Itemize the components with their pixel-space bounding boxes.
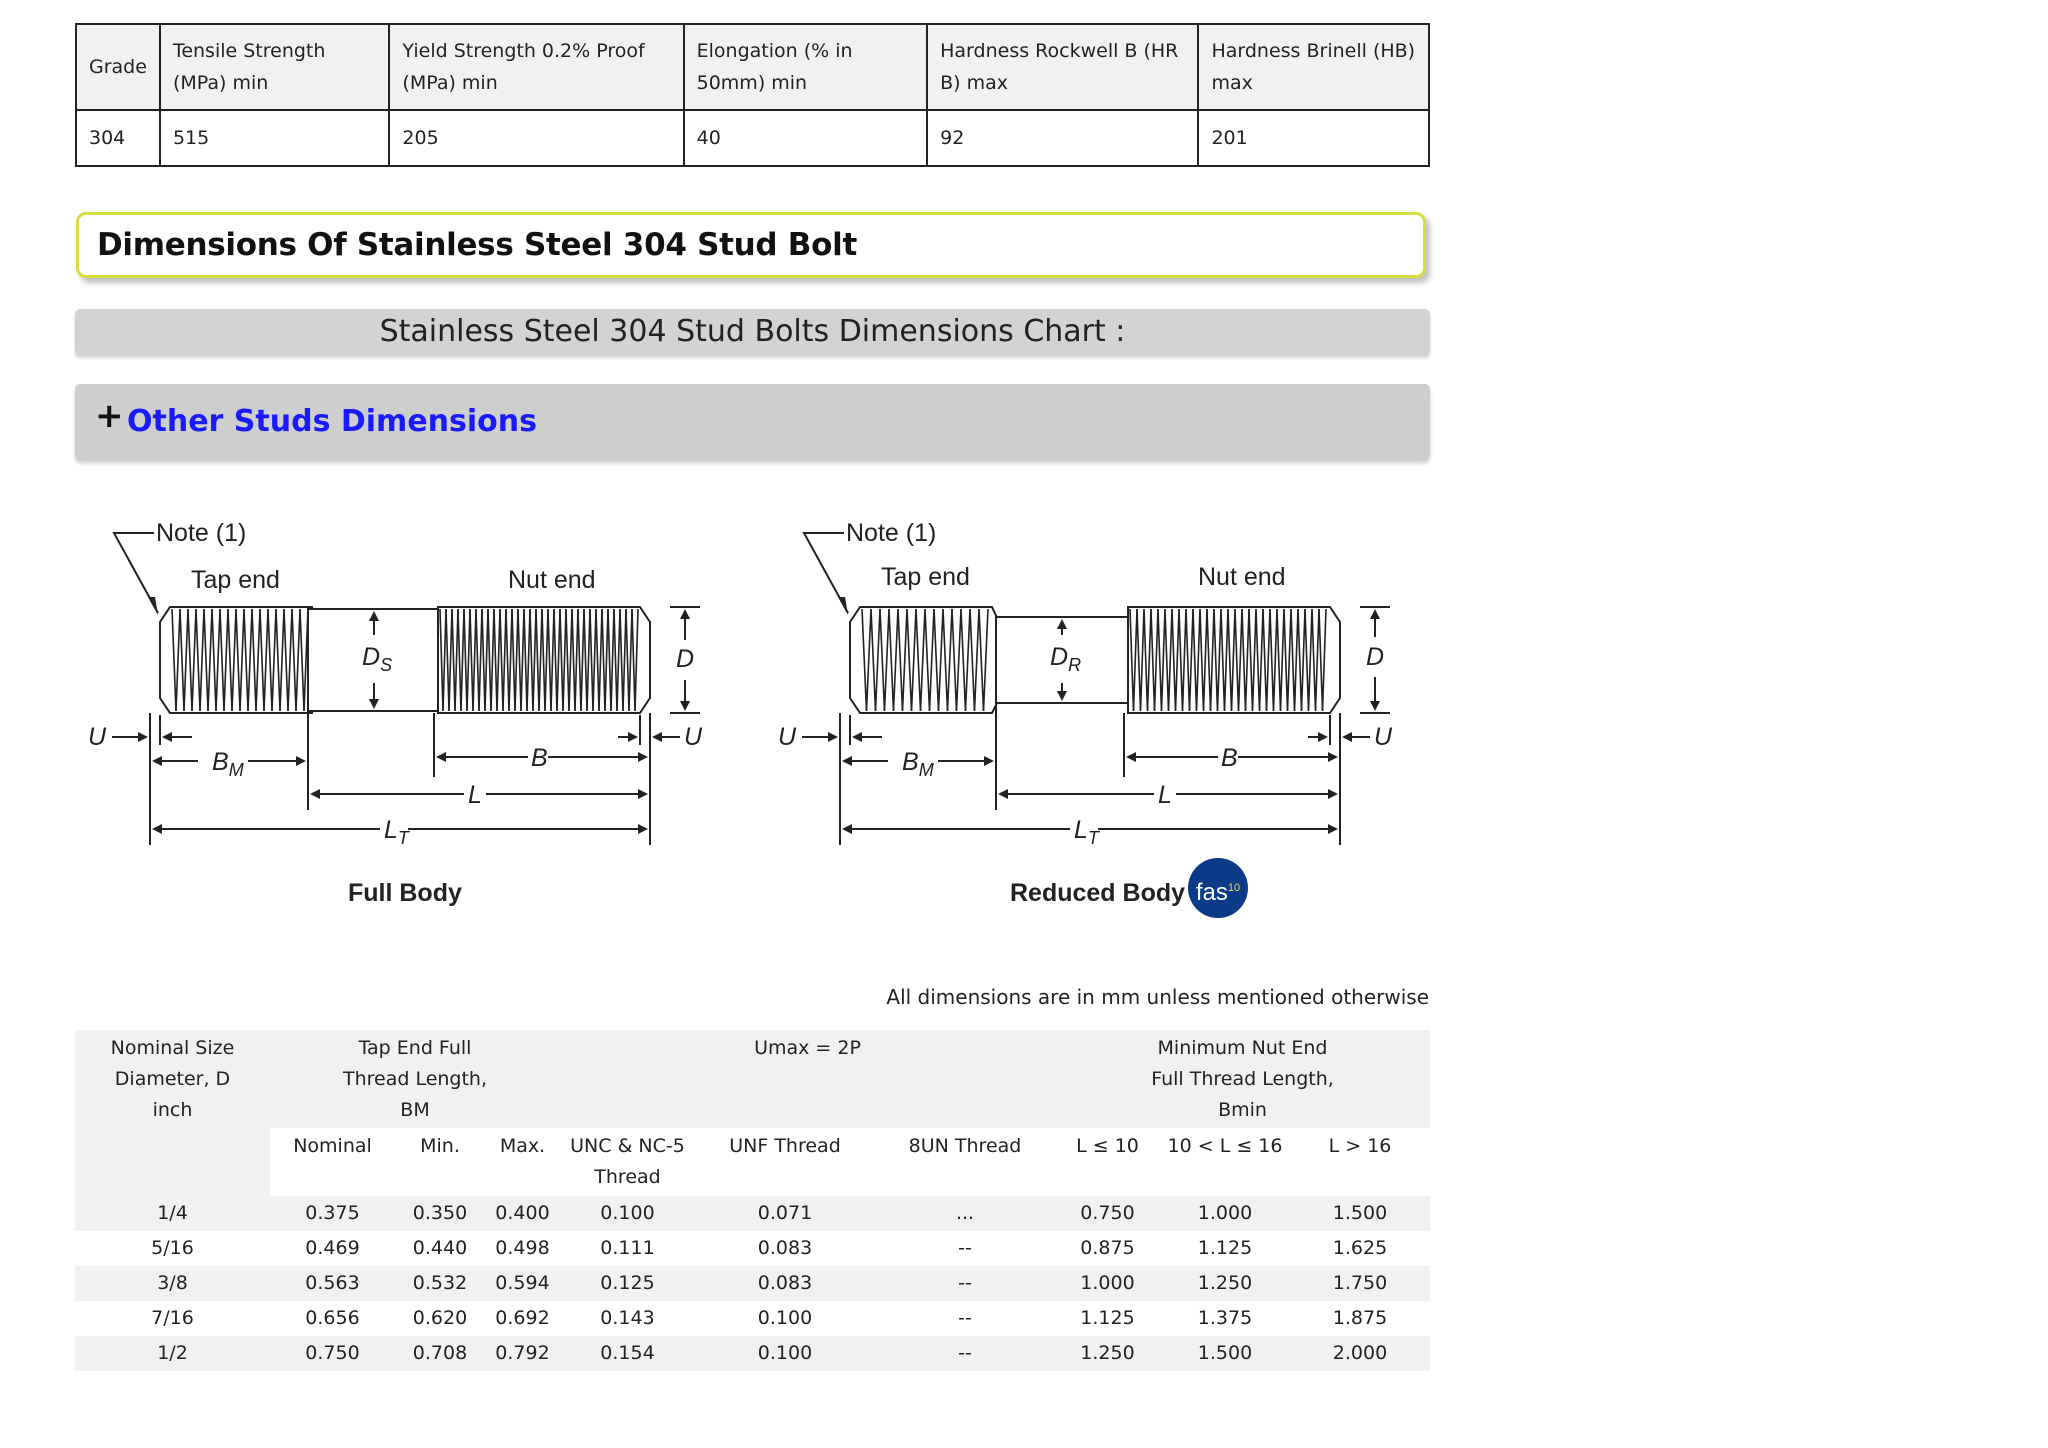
cell-bm-max: 0.792 (495, 1342, 550, 1364)
cell-l-gt-16: 1.750 (1332, 1272, 1388, 1294)
cell-hardness-brinell: 201 (1198, 110, 1429, 166)
cell-l-gt-16: 2.000 (1332, 1342, 1388, 1364)
cell-size: 1/2 (157, 1342, 188, 1364)
cell-bm-max: 0.692 (495, 1307, 550, 1329)
table-header-row (76, 24, 1429, 110)
tap-end-label: Tap end (191, 566, 280, 594)
u-label-left: U (778, 723, 797, 751)
header-yield-strength: Yield Strength 0.2% Proof (MPa) min (389, 24, 683, 110)
svg-text:DR: $D_R$ (1050, 643, 1082, 675)
cell-unc: 0.154 (600, 1342, 655, 1364)
cell-bm-nominal: 0.563 (305, 1272, 360, 1294)
cell-bm-nominal: 0.750 (305, 1342, 360, 1364)
cell-bm-min: 0.532 (412, 1272, 468, 1294)
cell-bm-nominal: 0.656 (305, 1307, 360, 1329)
header-hardness-rockwell: Hardness Rockwell B (HR B) max (927, 24, 1198, 110)
b-label: B (531, 744, 548, 772)
cell-unc: 0.125 (600, 1272, 655, 1294)
cell-tensile-strength: 515 (160, 110, 389, 166)
cell-hardness-rockwell: 92 (927, 110, 1198, 166)
cell-l-10-16: 1.500 (1197, 1342, 1253, 1364)
cell-l-le-10: 0.750 (1080, 1202, 1135, 1224)
nut-end-label: Nut end (508, 566, 596, 594)
cell-size: 1/4 (157, 1202, 188, 1224)
cell-unf: 0.083 (757, 1237, 813, 1259)
other-studs-accordion[interactable] (75, 384, 1430, 460)
table-row (75, 1336, 1430, 1371)
cell-8un: -- (958, 1272, 972, 1294)
chart-title: Stainless Steel 304 Stud Bolts Dimensions Chart : (379, 314, 1126, 349)
stud-dimensions-table (75, 1030, 1430, 1371)
l-label: L (1158, 781, 1172, 809)
units-note: All dimensions are in mm unless mentioned otherwise (886, 985, 1429, 1009)
header-grade: Grade (76, 24, 160, 110)
lt-label: L (384, 816, 398, 844)
svg-text:BM: $B_M$ (902, 748, 934, 780)
cell-unc: 0.111 (600, 1237, 655, 1259)
cell-l-le-10: 0.875 (1080, 1237, 1135, 1259)
header-max: Max. (485, 1128, 560, 1196)
reduced-body-diagram (778, 505, 1418, 925)
cell-l-gt-16: 1.875 (1332, 1307, 1388, 1329)
plus-icon[interactable]: + (95, 396, 124, 436)
cell-size: 7/16 (151, 1307, 194, 1329)
dr-label: D (1050, 643, 1069, 671)
header-unc: UNC & NC-5 Thread (560, 1128, 695, 1196)
bm-label: B (902, 748, 919, 776)
table-row (75, 1196, 1430, 1231)
cell-bm-max: 0.594 (495, 1272, 550, 1294)
u-label-left: U (88, 723, 107, 751)
section-heading-box (76, 212, 1426, 278)
cell-size: 3/8 (157, 1272, 188, 1294)
header-min-nut-end: Minimum Nut End Full Thread Length, Bmin (1055, 1030, 1430, 1128)
full-body-diagram (88, 505, 728, 925)
header-8un: 8UN Thread (875, 1128, 1055, 1196)
cell-yield-strength: 205 (389, 110, 683, 166)
table-subheader-row (75, 1128, 1430, 1196)
u-label-right: U (1374, 723, 1393, 751)
d-label: D (676, 645, 695, 673)
cell-bm-min: 0.440 (412, 1237, 468, 1259)
cell-bm-nominal: 0.469 (305, 1237, 360, 1259)
full-body-caption: Full Body (348, 879, 462, 907)
cell-bm-min: 0.350 (412, 1202, 468, 1224)
note-label: Note (1) (846, 519, 937, 547)
header-hardness-brinell: Hardness Brinell (HB) max (1198, 24, 1429, 110)
cell-l-10-16: 1.000 (1197, 1202, 1253, 1224)
cell-l-gt-16: 1.625 (1332, 1237, 1388, 1259)
cell-unf: 0.083 (757, 1272, 813, 1294)
chart-title-bar (75, 309, 1430, 355)
cell-unf: 0.071 (757, 1202, 813, 1224)
u-label-right: U (684, 723, 703, 751)
nut-end-label: Nut end (1198, 563, 1286, 591)
ds-label: D (362, 643, 381, 671)
cell-bm-min: 0.708 (412, 1342, 468, 1364)
cell-unc: 0.100 (600, 1202, 655, 1224)
cell-size: 5/16 (151, 1237, 194, 1259)
svg-text:BM: $B_M$ (212, 748, 244, 780)
svg-text:LT: $L_T$ (384, 816, 409, 848)
cell-bm-nominal: 0.375 (305, 1202, 360, 1224)
cell-unc: 0.143 (600, 1307, 655, 1329)
table-row (75, 1266, 1430, 1301)
cell-unf: 0.100 (757, 1342, 813, 1364)
cell-l-le-10: 1.250 (1080, 1342, 1135, 1364)
header-min: Min. (395, 1128, 485, 1196)
fas10-logo: fas$^{10}$ (1188, 858, 1248, 918)
cell-unf: 0.100 (757, 1307, 813, 1329)
header-tensile-strength: Tensile Strength (MPa) min (160, 24, 389, 110)
cell-l-10-16: 1.250 (1197, 1272, 1253, 1294)
note-label: Note (1) (156, 519, 247, 547)
header-unf: UNF Thread (695, 1128, 875, 1196)
header-tap-end: Tap End Full Thread Length, BM (270, 1030, 560, 1128)
bm-label: B (212, 748, 229, 776)
table-header-row (75, 1030, 1430, 1128)
table-row (76, 110, 1429, 166)
svg-text:LT: $L_T$ (1074, 816, 1099, 848)
header-elongation: Elongation (% in 50mm) min (684, 24, 928, 110)
cell-8un: -- (958, 1342, 972, 1364)
cell-l-le-10: 1.125 (1080, 1307, 1135, 1329)
table-row (75, 1231, 1430, 1266)
cell-8un: -- (958, 1307, 972, 1329)
cell-l-10-16: 1.375 (1197, 1307, 1253, 1329)
cell-bm-max: 0.400 (495, 1202, 550, 1224)
cell-bm-max: 0.498 (495, 1237, 550, 1259)
cell-elongation: 40 (684, 110, 928, 166)
table-row (75, 1301, 1430, 1336)
reduced-body-caption: Reduced Body (1010, 879, 1186, 907)
d-label: D (1366, 643, 1385, 671)
cell-8un: ... (955, 1202, 975, 1224)
cell-l-gt-16: 1.500 (1332, 1202, 1388, 1224)
cell-grade: 304 (76, 110, 160, 166)
cell-l-10-16: 1.125 (1197, 1237, 1253, 1259)
header-nominal-size: Nominal Size Diameter, D inch (75, 1030, 270, 1196)
mechanical-properties-table (75, 23, 1430, 167)
lt-label: L (1074, 816, 1088, 844)
header-nominal: Nominal (270, 1128, 395, 1196)
l-label: L (468, 781, 482, 809)
header-l-10-16: 10 < L ≤ 16 (1160, 1128, 1290, 1196)
tap-end-label: Tap end (881, 563, 970, 591)
cell-l-le-10: 1.000 (1080, 1272, 1135, 1294)
other-studs-link[interactable]: Other Studs Dimensions (127, 404, 537, 439)
b-label: B (1221, 744, 1238, 772)
svg-text:DS: $D_S$ (362, 643, 393, 675)
cell-bm-min: 0.620 (412, 1307, 468, 1329)
section-heading: Dimensions Of Stainless Steel 304 Stud Bolt (97, 227, 857, 263)
header-l-gt-16: L > 16 (1290, 1128, 1430, 1196)
cell-8un: -- (958, 1237, 972, 1259)
header-umax: Umax = 2P (560, 1030, 1055, 1128)
header-l-le-10: L ≤ 10 (1055, 1128, 1160, 1196)
